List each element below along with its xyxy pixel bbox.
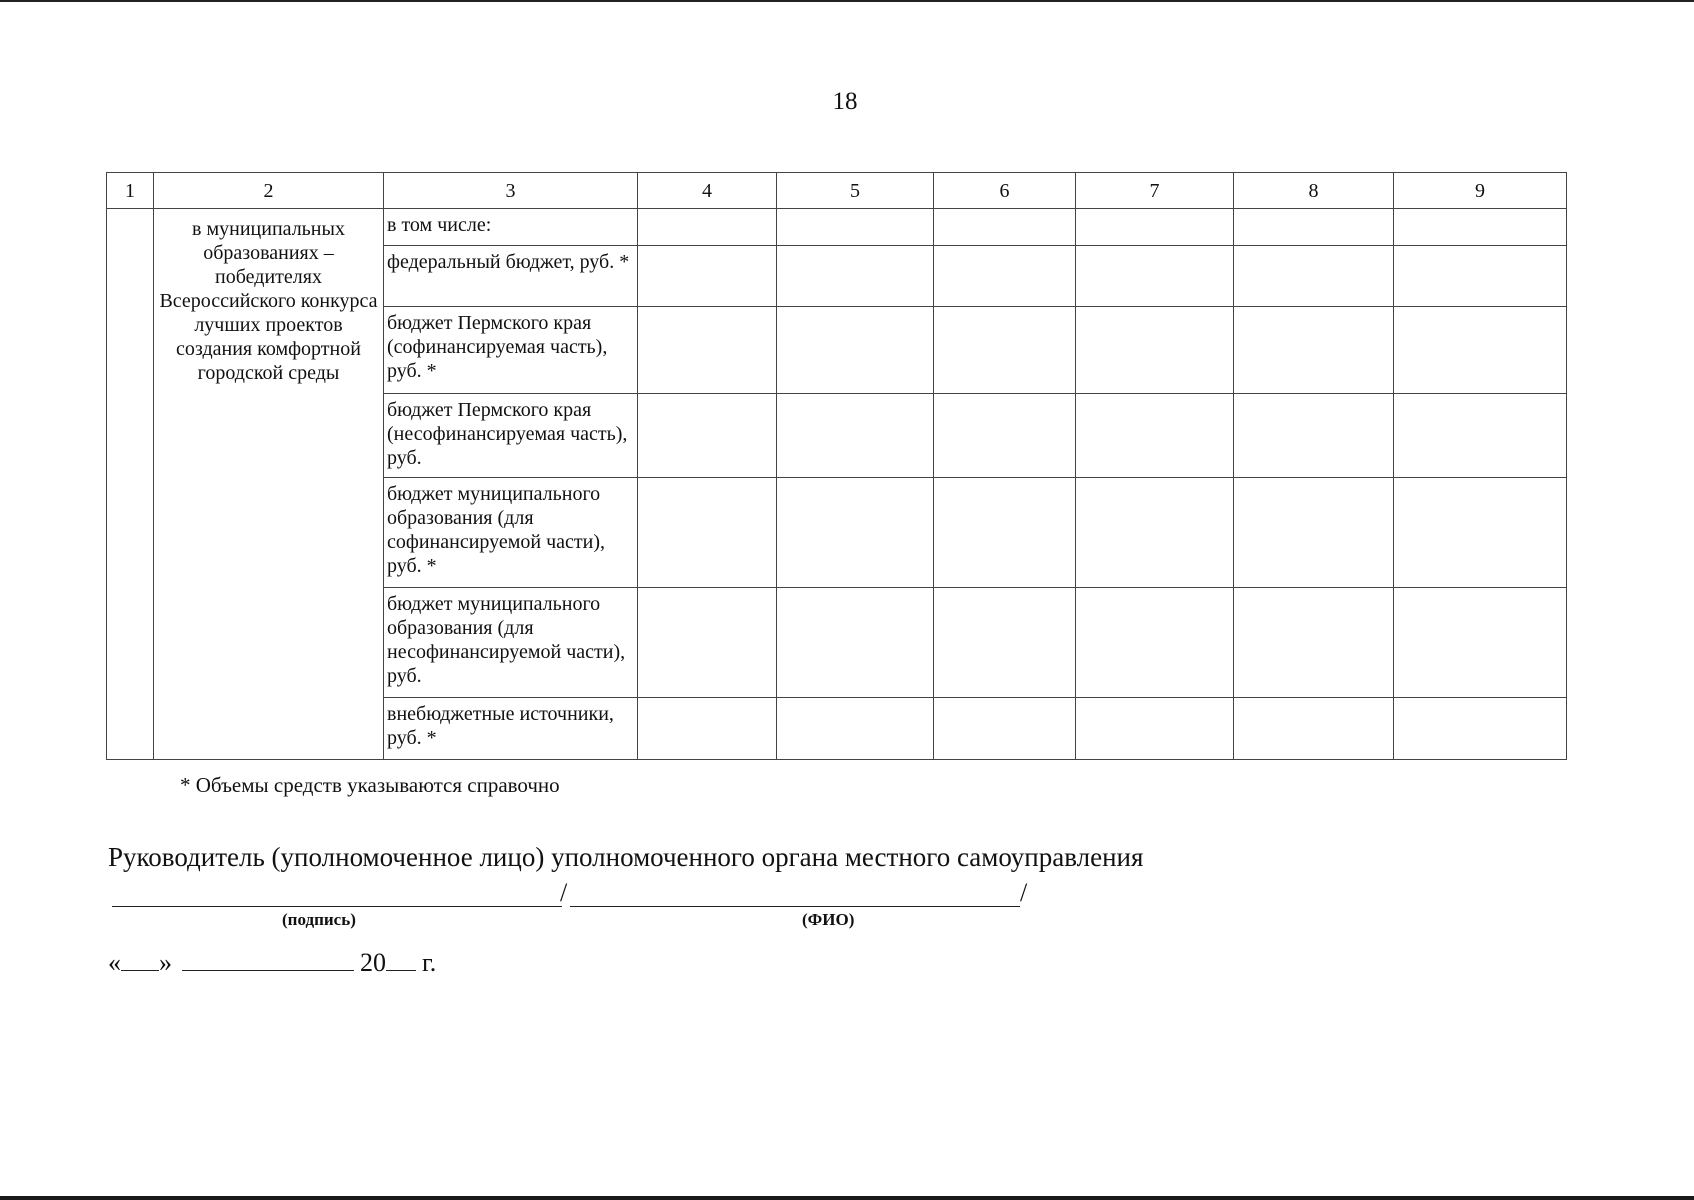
name-line-end: / xyxy=(1020,878,1028,907)
funding-source-cell: федеральный бюджет, руб. * xyxy=(384,246,638,307)
value-cell xyxy=(934,246,1076,307)
value-cell xyxy=(1234,394,1394,478)
value-cell xyxy=(638,209,777,246)
year-suffix: г. xyxy=(422,948,437,977)
value-cell xyxy=(1234,588,1394,698)
funding-source-cell: бюджет Пермского края (софинансируемая часть), руб. * xyxy=(384,307,638,394)
name-line xyxy=(570,906,1020,907)
column-header: 5 xyxy=(777,173,934,209)
funding-source-cell: внебюджетные источники, руб. * xyxy=(384,698,638,760)
value-cell xyxy=(1076,394,1234,478)
signer-title: Руководитель (уполномоченное лицо) уполномоченного органа местного самоуправления xyxy=(108,842,1144,872)
value-cell xyxy=(934,588,1076,698)
column-header: 4 xyxy=(638,173,777,209)
funding-source-cell: бюджет муниципального образования (для несофинансируемой части), руб. xyxy=(384,588,638,698)
value-cell xyxy=(1076,209,1234,246)
column-header: 7 xyxy=(1076,173,1234,209)
signature-caption: (подпись) xyxy=(282,910,356,929)
funding-source-cell: бюджет муниципального образования (для софинансируемой части), руб. * xyxy=(384,478,638,588)
funding-source-cell: в том числе: xyxy=(384,209,638,246)
column-header: 8 xyxy=(1234,173,1394,209)
value-cell xyxy=(777,698,934,760)
table-header-row xyxy=(107,173,1567,209)
value-cell xyxy=(1394,246,1567,307)
value-cell xyxy=(1076,478,1234,588)
page-number: 18 xyxy=(832,88,858,115)
signature-line xyxy=(112,906,562,907)
value-cell xyxy=(1394,209,1567,246)
value-cell xyxy=(777,478,934,588)
value-cell xyxy=(1076,307,1234,394)
funding-source-cell: бюджет Пермского края (несофинансируемая часть), руб. xyxy=(384,394,638,478)
day-blank xyxy=(121,948,159,971)
value-cell xyxy=(1234,209,1394,246)
value-cell xyxy=(638,478,777,588)
signature-separator: / xyxy=(560,878,568,907)
value-cell xyxy=(638,394,777,478)
page-top-edge xyxy=(0,0,1694,2)
footnote: * Объемы средств указываются справочно xyxy=(180,773,560,797)
value-cell xyxy=(777,246,934,307)
value-cell xyxy=(1076,246,1234,307)
name-caption: (ФИО) xyxy=(802,910,855,929)
value-cell xyxy=(934,698,1076,760)
value-cell xyxy=(934,478,1076,588)
value-cell xyxy=(777,394,934,478)
value-cell xyxy=(1234,246,1394,307)
column-header: 3 xyxy=(384,173,638,209)
value-cell xyxy=(1234,307,1394,394)
value-cell xyxy=(638,588,777,698)
month-blank xyxy=(182,948,354,971)
value-cell xyxy=(934,394,1076,478)
category-cell: в муниципальных образованиях – победителях Всероссийского конкурса лучших проектов создания комфортной городской среды xyxy=(154,209,384,760)
value-cell xyxy=(1394,588,1567,698)
date-row xyxy=(108,948,436,978)
value-cell xyxy=(1394,394,1567,478)
column-header: 2 xyxy=(154,173,384,209)
column-header: 9 xyxy=(1394,173,1567,209)
value-cell xyxy=(777,209,934,246)
value-cell xyxy=(638,698,777,760)
value-cell xyxy=(1234,698,1394,760)
value-cell xyxy=(934,307,1076,394)
value-cell xyxy=(638,307,777,394)
value-cell xyxy=(638,246,777,307)
column-header: 1 xyxy=(107,173,154,209)
budget-table xyxy=(106,172,1567,760)
value-cell xyxy=(777,588,934,698)
value-cell xyxy=(1394,307,1567,394)
value-cell xyxy=(1394,478,1567,588)
value-cell xyxy=(777,307,934,394)
value-cell xyxy=(1076,698,1234,760)
year-blank xyxy=(386,948,416,971)
page-bottom-edge xyxy=(0,1196,1694,1200)
value-cell xyxy=(934,209,1076,246)
table-row xyxy=(107,209,1567,246)
date-open-quote: « xyxy=(108,948,121,977)
column-header: 6 xyxy=(934,173,1076,209)
year-prefix: 20 xyxy=(360,948,386,977)
value-cell xyxy=(1076,588,1234,698)
value-cell xyxy=(1394,698,1567,760)
date-close-quote: » xyxy=(159,948,172,977)
row-number-cell xyxy=(107,209,154,760)
value-cell xyxy=(1234,478,1394,588)
